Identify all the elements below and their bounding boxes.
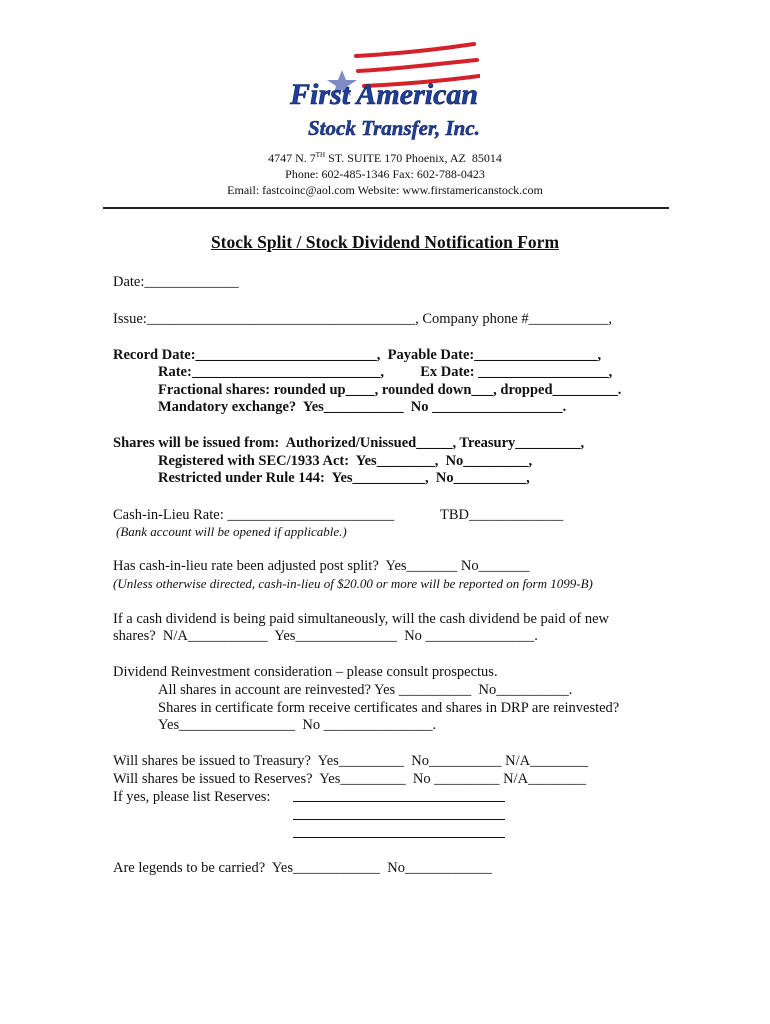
- reserves-blank-3[interactable]: [293, 837, 505, 838]
- shares-issued-from-line[interactable]: Shares will be issued from: Authorized/Unissued_____, Treasury_________,: [113, 435, 585, 451]
- rate-line[interactable]: Rate:__________________________, Ex Date: __________________,: [158, 364, 613, 380]
- company-logo: [284, 42, 480, 142]
- form-title: Stock Split / Stock Dividend Notification Form: [210, 232, 560, 252]
- bank-account-note: (Bank account will be opened if applicable.): [116, 524, 347, 539]
- logo-line-1: First American: [290, 78, 479, 111]
- cash-in-lieu-rate-line[interactable]: Cash-in-Lieu Rate: _______________________: [113, 507, 395, 523]
- reserves-blank-2[interactable]: [293, 819, 505, 820]
- company-phone: Phone: 602-485-1346 Fax: 602-788-0423: [285, 167, 485, 181]
- fractional-shares-line[interactable]: Fractional shares: rounded up____, rounded down___, dropped_________.: [158, 382, 622, 398]
- cash-in-lieu-1099-note: (Unless otherwise directed, cash-in-lieu of $20.00 or more will be reported on form 1099-B): [113, 576, 593, 591]
- legends-line[interactable]: Are legends to be carried? Yes____________ No____________: [113, 860, 492, 876]
- cash-in-lieu-tbd-line[interactable]: TBD_____________: [440, 507, 564, 523]
- drp-all-shares-line[interactable]: All shares in account are reinvested? Yes __________ No__________.: [158, 682, 573, 698]
- registered-sec-line[interactable]: Registered with SEC/1933 Act: Yes________, No_________,: [158, 453, 533, 469]
- drp-certificate-answer-line[interactable]: Yes________________ No _______________.: [158, 717, 437, 733]
- mandatory-exchange-line[interactable]: Mandatory exchange? Yes___________ No __________________.: [158, 399, 567, 415]
- drp-heading: Dividend Reinvestment consideration – please consult prospectus.: [113, 664, 498, 680]
- date-line[interactable]: Date:_____________: [113, 274, 239, 290]
- reserves-list-label: If yes, please list Reserves:: [113, 789, 271, 805]
- cash-dividend-answer-line[interactable]: shares? N/A___________ Yes______________ No _______________.: [113, 628, 538, 644]
- drp-certificate-question: Shares in certificate form receive certificates and shares in DRP are reinvested?: [158, 700, 620, 716]
- treasury-line[interactable]: Will shares be issued to Treasury? Yes_________ No__________ N/A________: [113, 753, 589, 769]
- record-date-line[interactable]: Record Date:_________________________, Payable Date:_________________,: [113, 347, 602, 363]
- company-address: 4747 N. 7TH ST. SUITE 170 Phoenix, AZ 85014: [268, 151, 502, 165]
- header-divider: [103, 207, 669, 209]
- logo-line-2: Stock Transfer, Inc.: [308, 116, 480, 140]
- cash-dividend-question: If a cash dividend is being paid simultaneously, will the cash dividend be paid of new: [113, 611, 609, 627]
- restricted-rule144-line[interactable]: Restricted under Rule 144: Yes__________, No__________,: [158, 470, 530, 486]
- cash-in-lieu-adjusted-line[interactable]: Has cash-in-lieu rate been adjusted post split? Yes_______ No_______: [113, 558, 530, 574]
- reserves-line[interactable]: Will shares be issued to Reserves? Yes_________ No _________ N/A________: [113, 771, 587, 787]
- issue-line[interactable]: Issue:_____________________________________, Company phone #___________,: [113, 311, 613, 327]
- reserves-blank-1[interactable]: [293, 801, 505, 802]
- company-email-website: Email: fastcoinc@aol.com Website: www.firstamericanstock.com: [227, 183, 543, 197]
